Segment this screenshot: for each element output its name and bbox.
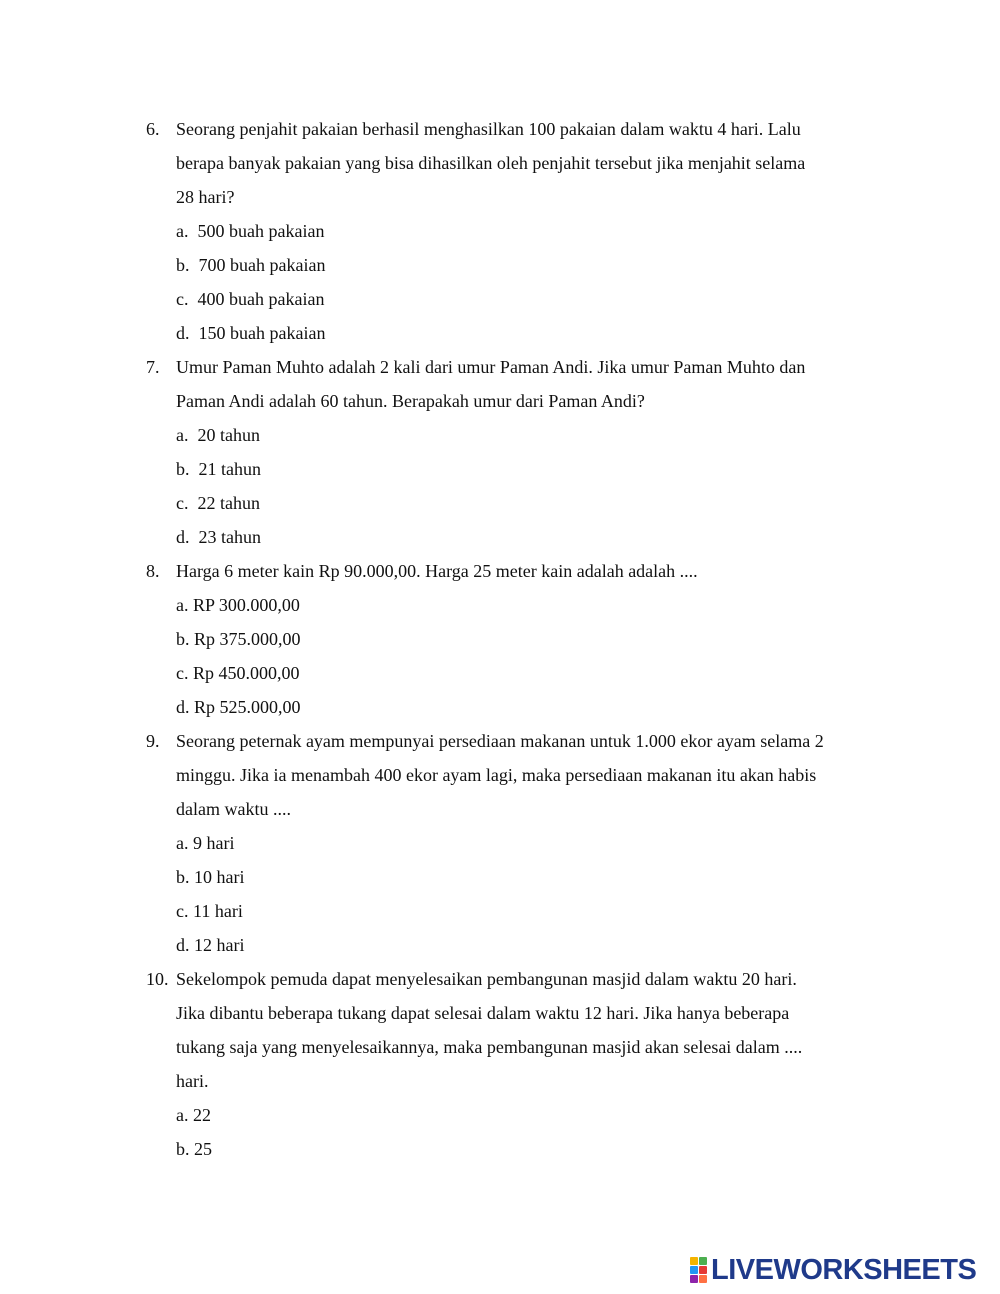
option-text: 9 hari xyxy=(193,833,235,853)
option-letter: d. xyxy=(176,935,190,955)
answer-option[interactable] xyxy=(176,594,300,616)
logo-tiles-icon xyxy=(690,1257,707,1283)
logo-tile xyxy=(699,1266,707,1274)
option-text: 22 tahun xyxy=(197,493,260,513)
answer-option[interactable] xyxy=(176,492,260,514)
option-letter: a. xyxy=(176,833,189,853)
answer-option[interactable] xyxy=(176,526,261,548)
question-text: 28 hari? xyxy=(176,187,235,207)
option-text: RP 300.000,00 xyxy=(193,595,300,615)
option-text: 23 tahun xyxy=(198,527,261,547)
question-number: 9. xyxy=(146,731,160,751)
option-text: 22 xyxy=(193,1105,211,1125)
option-text: 25 xyxy=(194,1139,212,1159)
question-text: Jika dibantu beberapa tukang dapat selesai dalam waktu 12 hari. Jika hanya beberapa xyxy=(176,1003,790,1023)
question-number: 6. xyxy=(146,119,160,139)
option-text: 150 buah pakaian xyxy=(198,323,326,343)
answer-option[interactable] xyxy=(176,900,243,922)
option-letter: c. xyxy=(176,663,189,683)
option-letter: c. xyxy=(176,901,189,921)
option-text: 11 hari xyxy=(193,901,243,921)
question-text: Umur Paman Muhto adalah 2 kali dari umur Paman Andi. Jika umur Paman Muhto dan xyxy=(176,357,806,377)
option-text: 700 buah pakaian xyxy=(198,255,326,275)
option-letter: b. xyxy=(176,255,190,275)
option-letter: b. xyxy=(176,459,190,479)
option-letter: a. xyxy=(176,1105,189,1125)
option-letter: b. xyxy=(176,867,190,887)
answer-option[interactable] xyxy=(176,424,260,446)
option-text: 20 tahun xyxy=(197,425,260,445)
liveworksheets-logo[interactable] xyxy=(690,1255,990,1285)
question-number: 8. xyxy=(146,561,160,581)
brand-name: LIVEWORKSHEETS xyxy=(711,1253,977,1286)
answer-option[interactable] xyxy=(176,1138,212,1160)
question-text: hari. xyxy=(176,1071,209,1091)
option-letter: d. xyxy=(176,323,190,343)
answer-option[interactable] xyxy=(176,934,244,956)
logo-tile xyxy=(690,1266,698,1274)
option-text: Rp 375.000,00 xyxy=(194,629,301,649)
option-letter: d. xyxy=(176,697,190,717)
answer-option[interactable] xyxy=(176,696,301,718)
option-text: Rp 450.000,00 xyxy=(193,663,300,683)
answer-option[interactable] xyxy=(176,1104,211,1126)
question-text: Seorang peternak ayam mempunyai persediaan makanan untuk 1.000 ekor ayam selama 2 xyxy=(176,731,824,751)
logo-tile xyxy=(690,1257,698,1265)
option-text: 500 buah pakaian xyxy=(197,221,325,241)
option-letter: a. xyxy=(176,221,189,241)
question-number: 10. xyxy=(146,969,169,989)
logo-tile xyxy=(699,1275,707,1283)
answer-option[interactable] xyxy=(176,832,234,854)
answer-option[interactable] xyxy=(176,220,324,242)
question-number: 7. xyxy=(146,357,160,377)
option-letter: b. xyxy=(176,1139,190,1159)
option-text: Rp 525.000,00 xyxy=(194,697,301,717)
option-text: 21 tahun xyxy=(198,459,261,479)
question-text: Sekelompok pemuda dapat menyelesaikan pembangunan masjid dalam waktu 20 hari. xyxy=(176,969,797,989)
question-text: dalam waktu .... xyxy=(176,799,291,819)
answer-option[interactable] xyxy=(176,322,325,344)
answer-option[interactable] xyxy=(176,288,324,310)
logo-tile xyxy=(699,1257,707,1265)
question-text: Paman Andi adalah 60 tahun. Berapakah umur dari Paman Andi? xyxy=(176,391,645,411)
option-letter: a. xyxy=(176,425,189,445)
logo-tile xyxy=(690,1275,698,1283)
question-text: Seorang penjahit pakaian berhasil menghasilkan 100 pakaian dalam waktu 4 hari. Lalu xyxy=(176,119,801,139)
option-letter: c. xyxy=(176,493,189,513)
question-text: berapa banyak pakaian yang bisa dihasilkan oleh penjahit tersebut jika menjahit selama xyxy=(176,153,806,173)
option-letter: a. xyxy=(176,595,189,615)
answer-option[interactable] xyxy=(176,254,325,276)
option-letter: b. xyxy=(176,629,190,649)
option-text: 10 hari xyxy=(194,867,245,887)
answer-option[interactable] xyxy=(176,866,244,888)
question-text: Harga 6 meter kain Rp 90.000,00. Harga 25 meter kain adalah adalah .... xyxy=(176,561,698,581)
answer-option[interactable] xyxy=(176,662,300,684)
option-letter: d. xyxy=(176,527,190,547)
option-letter: c. xyxy=(176,289,189,309)
option-text: 12 hari xyxy=(194,935,245,955)
answer-option[interactable] xyxy=(176,458,261,480)
question-text: minggu. Jika ia menambah 400 ekor ayam lagi, maka persediaan makanan itu akan habis xyxy=(176,765,817,785)
answer-option[interactable] xyxy=(176,628,301,650)
question-text: tukang saja yang menyelesaikannya, maka pembangunan masjid akan selesai dalam .... xyxy=(176,1037,803,1057)
option-text: 400 buah pakaian xyxy=(197,289,325,309)
